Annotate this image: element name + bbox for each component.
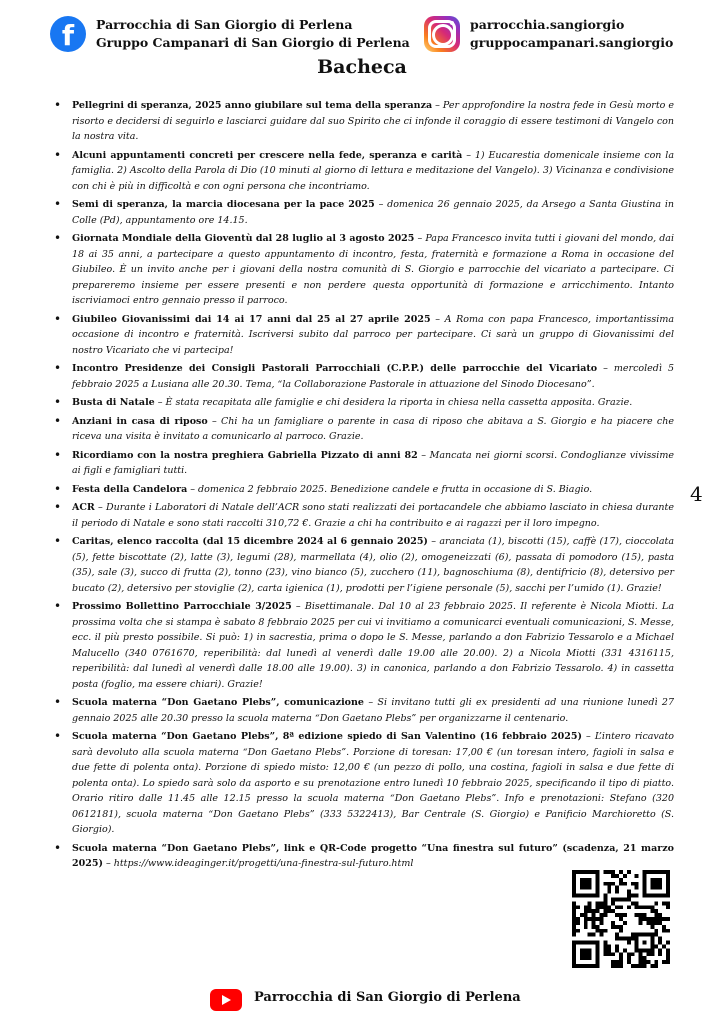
bulletin-item xyxy=(54,361,674,392)
bulletin-list xyxy=(54,98,674,875)
bulletin-item-body: – domenica 26 gennaio 2025, da Arsego a Santa Giustina in Colle (Pd), appuntamento ore 14.15. xyxy=(72,199,674,226)
bulletin-item xyxy=(54,599,674,692)
bulletin-item xyxy=(54,197,674,228)
bulletin-item-heading: ACR xyxy=(72,502,95,513)
bulletin-item-heading: Ricordiamo con la nostra preghiera Gabriella Pizzato di anni 82 xyxy=(72,449,418,461)
bulletin-item xyxy=(54,534,674,596)
qr-code-icon[interactable] xyxy=(572,870,670,968)
bulletin-item-heading: Giubileo Giovanissimi dai 14 ai 17 anni dal 25 al 27 aprile 2025 xyxy=(72,313,431,325)
bulletin-item-body: – 1) Eucarestia domenicale insieme con la famiglia. 2) Ascolto della Parola di Dio (10 minuti al giorno di lettura e meditazione del Vangelo). 3) Vicinanza e condivisione con chi è più in difficoltà e con ogni persona che incontriamo. xyxy=(72,149,675,192)
instagram-handles xyxy=(470,16,673,52)
bulletin-item xyxy=(54,231,674,309)
bulletin-item xyxy=(54,448,674,479)
bulletin-item-heading: Anziani in casa di riposo xyxy=(72,415,208,427)
instagram-icon[interactable] xyxy=(424,16,460,52)
bulletin-item xyxy=(54,695,674,726)
bulletin-item xyxy=(54,482,674,498)
bulletin-item-body: – Mancata nei giorni scorsi. Condoglianze vivissime ai figli e famigliari tutti. xyxy=(72,449,674,476)
bulletin-item xyxy=(54,395,674,411)
bulletin-item xyxy=(54,500,674,531)
bulletin-item-heading: Alcuni appuntamenti concreti per crescere nella fede, speranza e carità xyxy=(72,149,463,161)
bulletin-item-heading: Giornata Mondiale della Gioventù dal 28 luglio al 3 agosto 2025 xyxy=(72,233,415,244)
bulletin-item-heading: Caritas, elenco raccolta (dal 15 dicembre 2024 al 6 gennaio 2025) xyxy=(72,536,428,547)
bulletin-item-body: – Bisettimanale. Dal 10 al 23 febbraio 2025. Il referente è Nicola Miotti. La prossima volta che si stampa è sabato 8 febbraio 2025 per cui vi invitiamo a comunicarci eventuali comunicazioni, S. Messe, ecc. il più presto possibile. Si può: 1) in sacrestia, prima o dopo le S. Messe, parlando a don Fabrizio Tessarolo e a Michael Malucello (340 0761670, reperibilità: dal lunedì al venerdì dalle 19.00 alle 20.00). 2) a Nicola Miotti (331 4316115, reperibilità: dal lunedì al venerdì dalle 18.00 alle 19.00). 3) in canonica, parlando a don Fabrizio Tessarolo. 4) in cassetta posta (foglio, ma essere chiari). Grazie! xyxy=(72,601,674,690)
bulletin-item-heading: Festa della Candelora xyxy=(72,483,188,495)
youtube-channel-name: Parrocchia di San Giorgio di Perlena xyxy=(254,990,521,1005)
bulletin-item-body: – Papa Francesco invita tutti i giovani del mondo, dai 18 ai 35 anni, a partecipare a questo appuntamento di incontro, festa, fraternità e formazione a Roma in occasione del Giubileo. È un invito anche per i giovani della nostra comunità di S. Giorgio e parrocchie del vicariato a partecipare. Ci prepareremo insieme per essere presenti e non perdere questa opportunità di formazione e arricchimento. Intanto iscriviamoci entro gennaio presso il parroco. xyxy=(72,233,674,306)
bulletin-item xyxy=(54,729,674,838)
bulletin-item xyxy=(54,312,674,359)
bulletin-item xyxy=(54,98,674,145)
bulletin-item-body: – È stata recapitata alle famiglie e chi desidera la riporta in chiesa nella cassetta apposita. Grazie. xyxy=(154,397,633,408)
bulletin-item-body[interactable]: – https://www.ideaginger.it/progetti/una-finestra-sul-futuro.html xyxy=(102,858,414,869)
page-number: 4 xyxy=(690,482,703,506)
bulletin-item xyxy=(54,148,674,195)
instagram-handle-group: gruppocampanari.sangiorgio xyxy=(470,35,674,50)
bulletin-item-body: – domenica 2 febbraio 2025. Benedizione candele e frutta in occasione di S. Biagio. xyxy=(187,483,593,495)
bulletin-item-body: – mercoledì 5 febbraio 2025 a Lusiana alle 20.30. Tema, “la Collaborazione Pastorale in attuazione del Sinodo Diocesano”. xyxy=(72,363,674,390)
youtube-icon[interactable] xyxy=(210,989,242,1011)
bulletin-item-heading: Incontro Presidenze dei Consigli Pastorali Parrocchiali (C.P.P.) delle parrocchie del Vicariato xyxy=(72,363,598,374)
bulletin-item-body: – Durante i Laboratori di Natale dell’ACR sono stati realizzati dei portacandele che abbiamo lasciato in chiesa durante il periodo di Natale e sono stati raccolti 310,72 €. Grazie a chi ha contribuito e ai ragazzi per il loro impegno. xyxy=(72,502,674,529)
bulletin-item-heading: Scuola materna “Don Gaetano Plebs”, 8ª edizione spiedo di San Valentino (16 febbraio 2025) xyxy=(72,731,582,742)
instagram-handle-parish: parrocchia.sangiorgio xyxy=(470,17,625,32)
bulletin-item-heading: Scuola materna “Don Gaetano Plebs”, comunicazione xyxy=(72,697,364,708)
bulletin-item-body: – aranciata (1), biscotti (15), caffè (17), cioccolata (5), fette biscottate (2), latte (3), legumi (28), marmellata (4), olio (2), omogeneizzati (6), passata di pomodoro (15), pasta (35), sale (3), succo di frutta (2), tonno (23), vino bianco (5), zucchero (11), bagnoschiuma (8), dentifricio (8), detersivo per bucato (2), detersivo per stoviglie (2), carta igienica (1), prodotti per l’igiene personale (5), sacchi per l’umido (1). Grazie! xyxy=(72,536,674,594)
bulletin-item-heading: Semi di speranza, la marcia diocesana per la pace 2025 xyxy=(72,199,375,210)
bulletin-item-heading: Busta di Natale xyxy=(72,397,155,408)
group-name: Gruppo Campanari di San Giorgio di Perlena xyxy=(96,35,410,50)
bulletin-item xyxy=(54,841,674,872)
bulletin-item-body: – A Roma con papa Francesco, importantissima occasione di incontro e fraternità. Iscriversi subito dal parroco per partecipare. Ci sarà un gruppo di Giovanissimi del nostro Vicariato che vi partecipa! xyxy=(72,313,674,356)
facebook-pages xyxy=(96,16,410,52)
bulletin-item-body: – Per approfondire la nostra fede in Gesù morto e risorto e decidersi di seguirlo e lasciarci guidare dal suo Spirito che ci infonde il coraggio di essere testimoni di Vangelo con la nostra vita. xyxy=(72,100,675,142)
page-footer xyxy=(208,984,608,1014)
bulletin-item-heading: Scuola materna “Don Gaetano Plebs”, link e QR-Code progetto “Una finestra sul futuro” (scadenza, 21 marzo 2025) xyxy=(72,842,674,869)
bulletin-item-heading: Prossimo Bollettino Parrocchiale 3/2025 xyxy=(72,601,292,612)
bulletin-item-body: – Si invitano tutti gli ex presidenti ad una riunione lunedì 27 gennaio 2025 alle 20.30 presso la scuola materna “Don Gaetano Plebs” per organizzarne il centenario. xyxy=(72,697,674,724)
bulletin-item-body: – L’intero ricavato sarà devoluto alla scuola materna “Don Gaetano Plebs”. Porzione di toresan: 17,00 € (un toresan intero, fagioli in salsa e due fette di polenta onta). Porzione di spiedo misto: 12,00 € (un pezzo di pollo, una costina, fagioli in salsa e due fette di polenta onta). Lo spiedo sarà solo da asporto e su prenotazione entro lunedì 10 febbraio 2025, specificando il tipo di piatto. Orario ritiro dalle 11.45 alle 12.15 presso la scuola materna “Don Gaetano Plebs”. Info e prenotazioni: Stefano (320 0612181), scuola materna “Don Gaetano Plebs” (333 5322413), Bar Centrale (S. Giorgio) e Panificio Marchioretto (S. Giorgio). xyxy=(72,731,674,835)
bulletin-item-body: – Chi ha un famigliare o parente in casa di riposo che abitava a S. Giorgio e ha piacere che riceva una visita è invitato a comunicarlo al parroco. Grazie. xyxy=(72,415,674,442)
facebook-icon[interactable]: f xyxy=(50,16,86,52)
bulletin-item xyxy=(54,414,674,445)
parish-name: Parrocchia di San Giorgio di Perlena xyxy=(96,17,353,32)
page-title: Bacheca xyxy=(317,56,407,78)
page-header xyxy=(50,14,690,56)
bulletin-item-heading: Pellegrini di speranza, 2025 anno giubilare sul tema della speranza xyxy=(72,100,433,111)
